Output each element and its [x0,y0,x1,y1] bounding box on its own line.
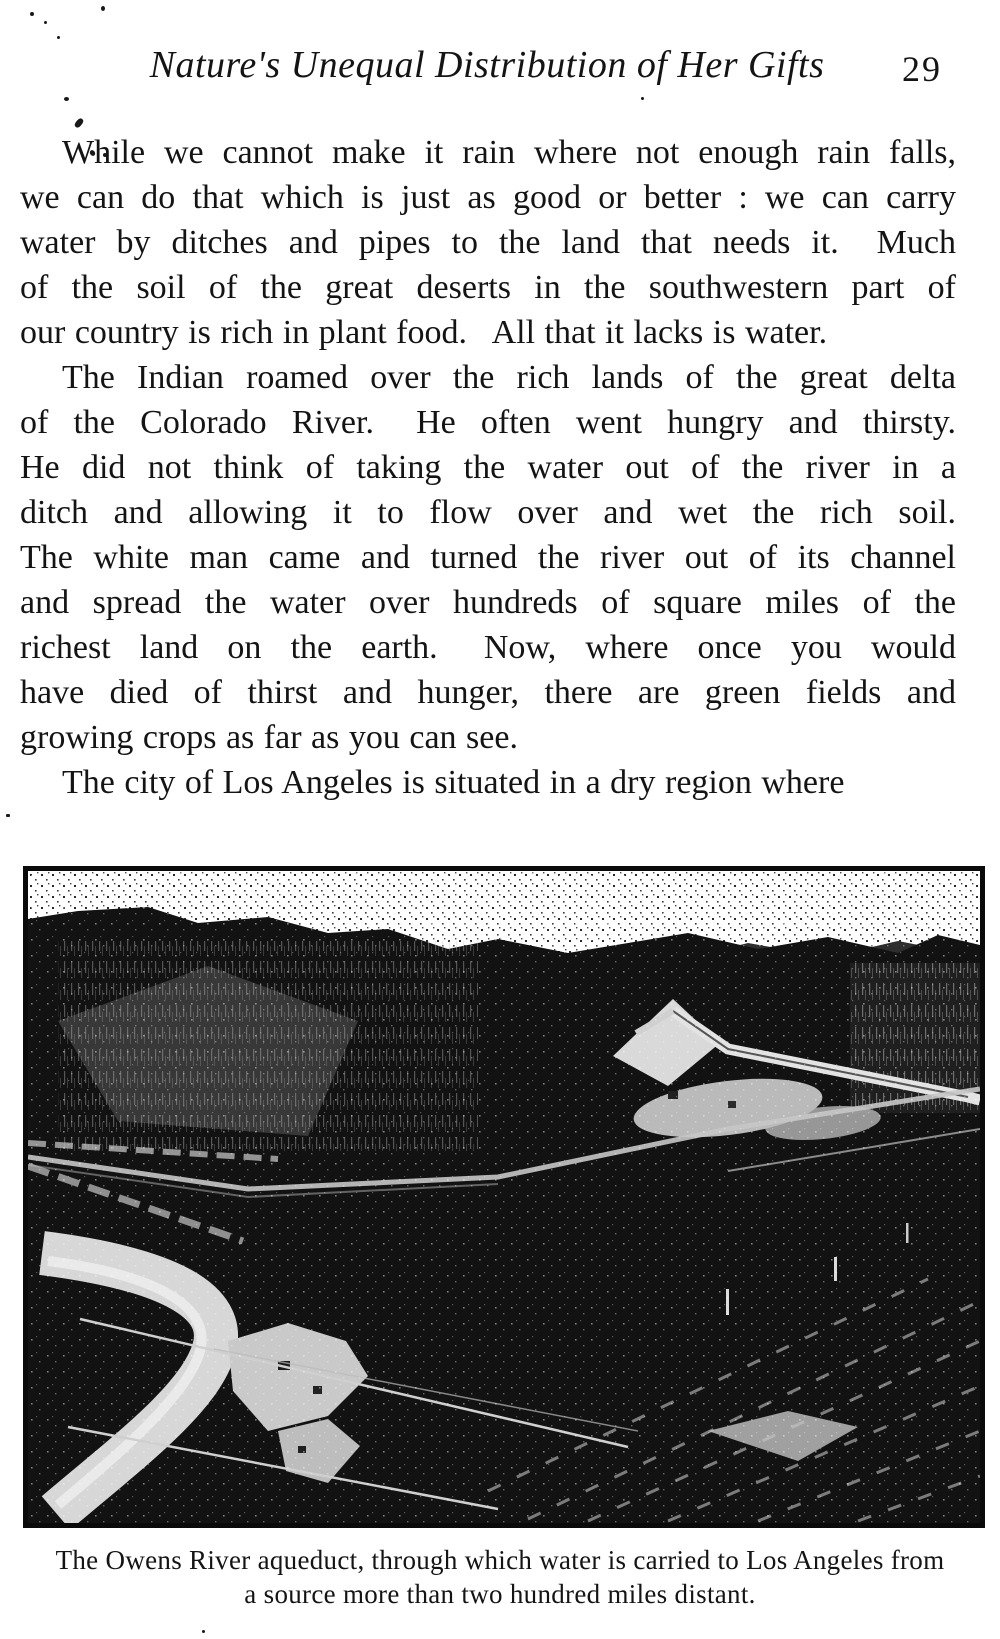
ink-speck [6,814,10,817]
figure-caption [0,1543,1000,1611]
text-line: our country is rich in plant food. All that it lacks is water. [20,314,828,351]
text-line: of the Colorado River. He often went hungry and thirsty. [20,404,956,441]
text-line: The Indian roamed over the rich lands of the great delta [62,359,956,396]
ink-speck [44,21,47,24]
aqueduct-photo [23,866,985,1528]
text-line: He did not think of taking the water out of the river in a [20,449,956,486]
text-line: have died of thirst and hunger, there are green fields and [20,674,956,711]
ink-speck [641,97,644,100]
ink-speck [30,12,34,16]
ink-speck [101,6,105,11]
ink-speck [64,97,69,101]
ink-speck [57,36,60,39]
running-header [0,44,974,88]
page-number: 29 [902,49,942,89]
text-line: richest land on the earth. Now, where once you would [20,629,956,666]
aqueduct-photo-art [28,871,980,1523]
paragraph [20,130,956,355]
body-text [20,130,956,805]
running-title: Nature's Unequal Distribution of Her Gifts [149,44,825,86]
text-line: The city of Los Angeles is situated in a dry region where [62,764,845,801]
text-line: The white man came and turned the river out of its channel [20,539,956,576]
text-line: and spread the water over hundreds of square miles of the [20,584,956,621]
paragraph [20,355,956,760]
caption-line: a source more than two hundred miles distant. [244,1579,756,1609]
paragraph [20,760,956,805]
text-line: water by ditches and pipes to the land that needs it. Much [20,224,956,261]
text-line: we can do that which is just as good or better : we can carry [20,179,956,216]
caption-line: The Owens River aqueduct, through which water is carried to Los Angeles from [55,1545,945,1575]
text-line: growing crops as far as you can see. [20,719,518,756]
text-line: of the soil of the great deserts in the southwestern part of [20,269,956,306]
ink-speck [73,117,84,129]
ink-speck [202,1630,205,1633]
text-line: ditch and allowing it to flow over and wet the rich soil. [20,494,956,531]
text-line: While we cannot make it rain where not enough rain falls, [62,134,956,171]
